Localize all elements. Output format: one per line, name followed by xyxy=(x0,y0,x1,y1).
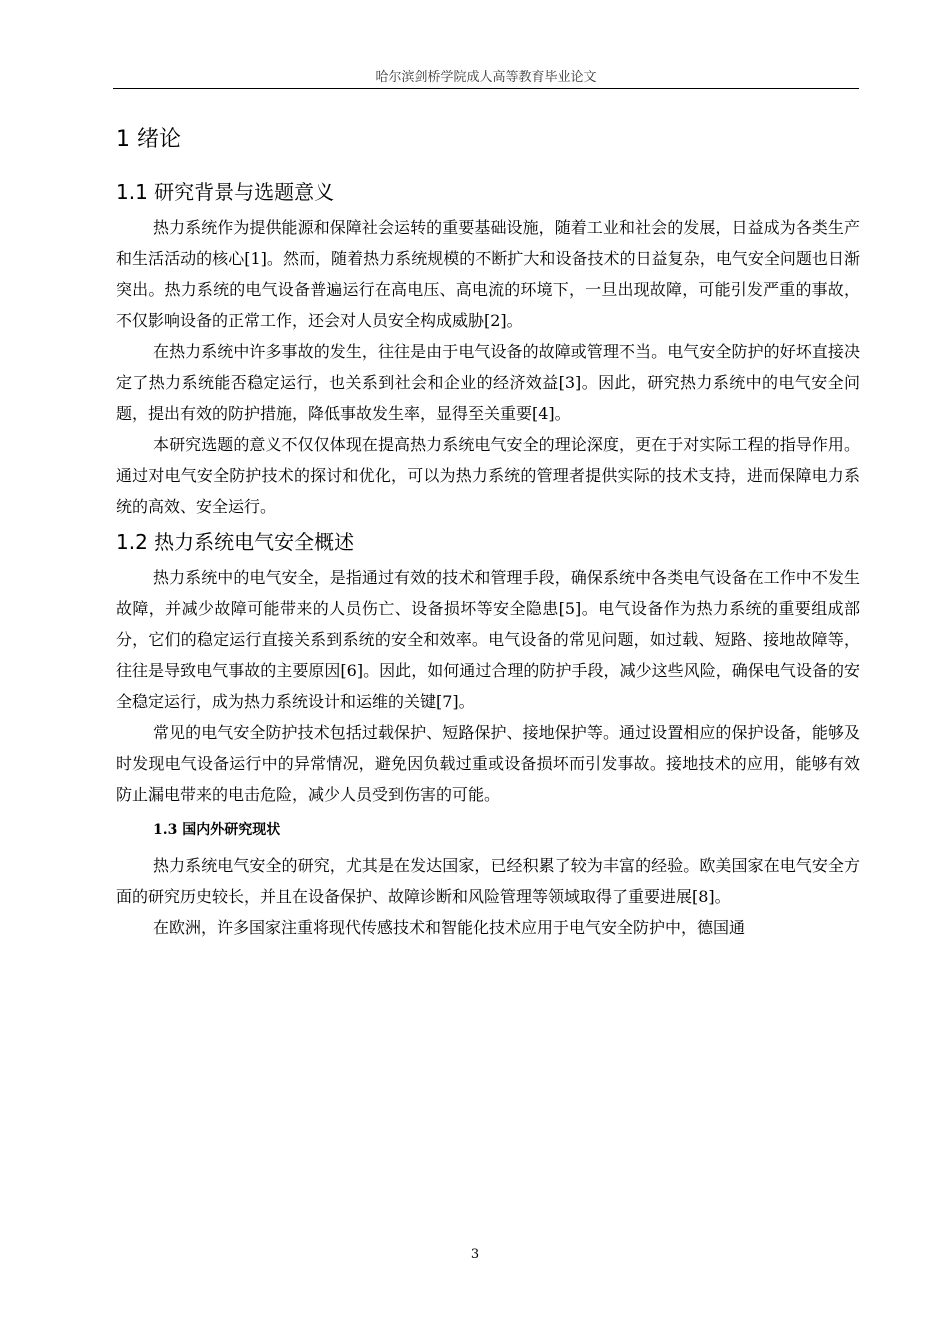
chapter-title: 1 绪论 xyxy=(116,127,181,152)
paragraph: 热力系统中的电气安全，是指通过有效的技术和管理手段，确保系统中各类电气设备在工作中不发生故障，并减少故障可能带来的人员伤亡、设备损坏等安全隐患[5]。电气设备作为热力系统的重要组成部分，它们的稳定运行直接关系到系统的安全和效率。电气设备的常见问题，如过载、短路、接地故障等，往往是导致电气事故的主要原因[6]。因此，如何通过合理的防护手段，减少这些风险，确保电气设备的安全稳定运行，成为热力系统设计和运维的关键[7]。 xyxy=(116,568,860,711)
section-heading-1-2: 1.2 热力系统电气安全概述 xyxy=(116,530,355,554)
running-header: 哈尔滨剑桥学院成人高等教育毕业论文 xyxy=(375,70,597,85)
header-rule xyxy=(113,88,859,89)
section-heading-1-3: 1.3 国内外研究现状 xyxy=(153,822,281,838)
section-heading-1-1: 1.1 研究背景与选题意义 xyxy=(116,180,335,204)
page-number: 3 xyxy=(470,1247,480,1262)
paragraph: 本研究选题的意义不仅仅体现在提高热力系统电气安全的理论深度，更在于对实际工程的指导作用。通过对电气安全防护技术的探讨和优化，可以为热力系统的管理者提供实际的技术支持，进而保障电力系统的高效、安全运行。 xyxy=(116,435,860,516)
paragraph: 常见的电气安全防护技术包括过载保护、短路保护、接地保护等。通过设置相应的保护设备，能够及时发现电气设备运行中的异常情况，避免因负载过重或设备损坏而引发事故。接地技术的应用，能够有效防止漏电带来的电击危险，减少人员受到伤害的可能。 xyxy=(116,723,860,804)
paragraph: 在欧洲，许多国家注重将现代传感技术和智能化技术应用于电气安全防护中，德国通 xyxy=(153,918,746,937)
paragraph: 在热力系统中许多事故的发生，往往是由于电气设备的故障或管理不当。电气安全防护的好坏直接决定了热力系统能否稳定运行，也关系到社会和企业的经济效益[3]。因此，研究热力系统中的电气安全问题，提出有效的防护措施，降低事故发生率，显得至关重要[4]。 xyxy=(116,342,860,423)
paragraph: 热力系统作为提供能源和保障社会运转的重要基础设施，随着工业和社会的发展，日益成为各类生产和生活活动的核心[1]。然而，随着热力系统规模的不断扩大和设备技术的日益复杂，电气安全问题也日渐突出。热力系统的电气设备普遍运行在高电压、高电流的环境下，一旦出现故障，可能引发严重的事故，不仅影响设备的正常工作，还会对人员安全构成威胁[2]。 xyxy=(116,218,860,330)
paragraph: 热力系统电气安全的研究，尤其是在发达国家，已经积累了较为丰富的经验。欧美国家在电气安全方面的研究历史较长，并且在设备保护、故障诊断和风险管理等领域取得了重要进展[8]。 xyxy=(116,856,860,906)
page-body xyxy=(116,120,860,943)
